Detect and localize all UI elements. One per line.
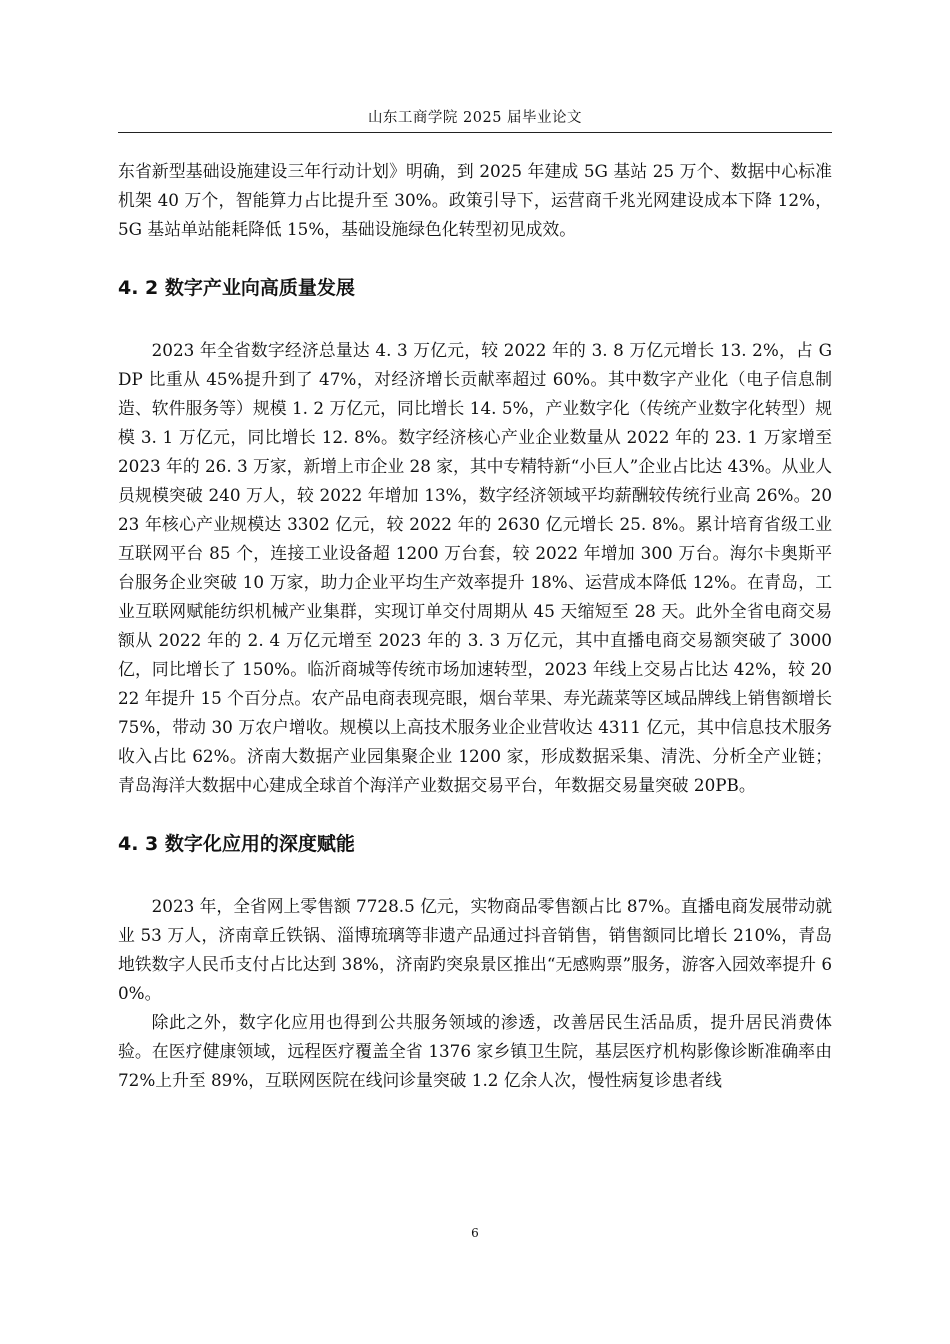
header-divider xyxy=(118,132,832,133)
paragraph-4-2: 2023 年全省数字经济总量达 4. 3 万亿元，较 2022 年的 3. 8 万亿元增长 13. 2%，占 GDP 比重从 45%提升到了 47%，对经济增长贡献率超过 60%。其中数字产业化（电子信息制造、软件服务等）规模 1. 2 万亿元，同比增长 14. 5%，产业数字化（传统产业数字化转型）规模 3. 1 万亿元，同比增长 12. 8%。数字经济核心产业企业数量从 2022 年的 23. 1 万家增至 2023 年的 26. 3 万家，新增上市企业 28 家，其中专精特新“小巨人”企业占比达 43%。从业人员规模突破 240 万人，较 2022 年增加 13%，数字经济领域平均薪酬较传统行业高 26%。2023 年核心产业规模达 3302 亿元，较 2022 年的 2630 亿元增长 25. 8%。累计培育省级工业互联网平台 85 个，连接工业设备超 1200 万台套，较 2022 年增加 300 万台。海尔卡奥斯平台服务企业突破 10 万家，助力企业平均生产效率提升 18%、运营成本降低 12%。在青岛，工业互联网赋能纺织机械产业集群，实现订单交付周期从 45 天缩短至 28 天。此外全省电商交易额从 2022 年的 2. 4 万亿元增至 2023 年的 3. 3 万亿元，其中直播电商交易额突破了 3000 亿，同比增长了 150%。临沂商城等传统市场加速转型，2023 年线上交易占比达 42%，较 2022 年提升 15 个百分点。农产品电商表现亮眼，烟台苹果、寿光蔬菜等区域品牌线上销售额增长 75%，带动 30 万农户增收。规模以上高技术服务业企业营收达 4311 亿元，其中信息技术服务收入占比 62%。济南大数据产业园集聚企业 1200 家，形成数据采集、清洗、分析全产业链；青岛海洋大数据中心建成全球首个海洋产业数据交易平台，年数据交易量突破 20PB。 xyxy=(118,340,832,795)
paragraph-4-3-second: 除此之外，数字化应用也得到公共服务领域的渗透，改善居民生活品质，提升居民消费体验。在医疗健康领域，远程医疗覆盖全省 1376 家乡镇卫生院，基层医疗机构影像诊断准确率由 72%上升至 89%，互联网医院在线问诊量突破 1.2 亿余人次，慢性病复诊患者线 xyxy=(118,1012,832,1090)
page-body xyxy=(118,157,832,1095)
paragraph-4-3-first: 2023 年，全省网上零售额 7728.5 亿元，实物商品零售额占比 87%。直播电商发展带动就业 53 万人，济南章丘铁锅、淄博琉璃等非遗产品通过抖音销售，销售额同比增长 210%，青岛地铁数字人民币支付占比达到 38%，济南趵突泉景区推出“无感购票”服务，游客入园效率提升 60%。 xyxy=(118,896,832,1003)
page-number: 6 xyxy=(471,1226,479,1240)
paragraph-intro-continued: 东省新型基础设施建设三年行动计划》明确，到 2025 年建成 5G 基站 25 万个、数据中心标准机架 40 万个，智能算力占比提升至 30%。政策引导下，运营商千兆光网建设成本下降 12%，5G 基站单站能耗降低 15%，基础设施绿色化转型初见成效。 xyxy=(118,161,832,239)
section-heading-4-2: 4. 2 数字产业向高质量发展 xyxy=(118,277,355,299)
section-heading-4-3: 4. 3 数字化应用的深度赋能 xyxy=(118,833,355,855)
running-header: 山东工商学院 2025 届毕业论文 xyxy=(367,110,583,126)
